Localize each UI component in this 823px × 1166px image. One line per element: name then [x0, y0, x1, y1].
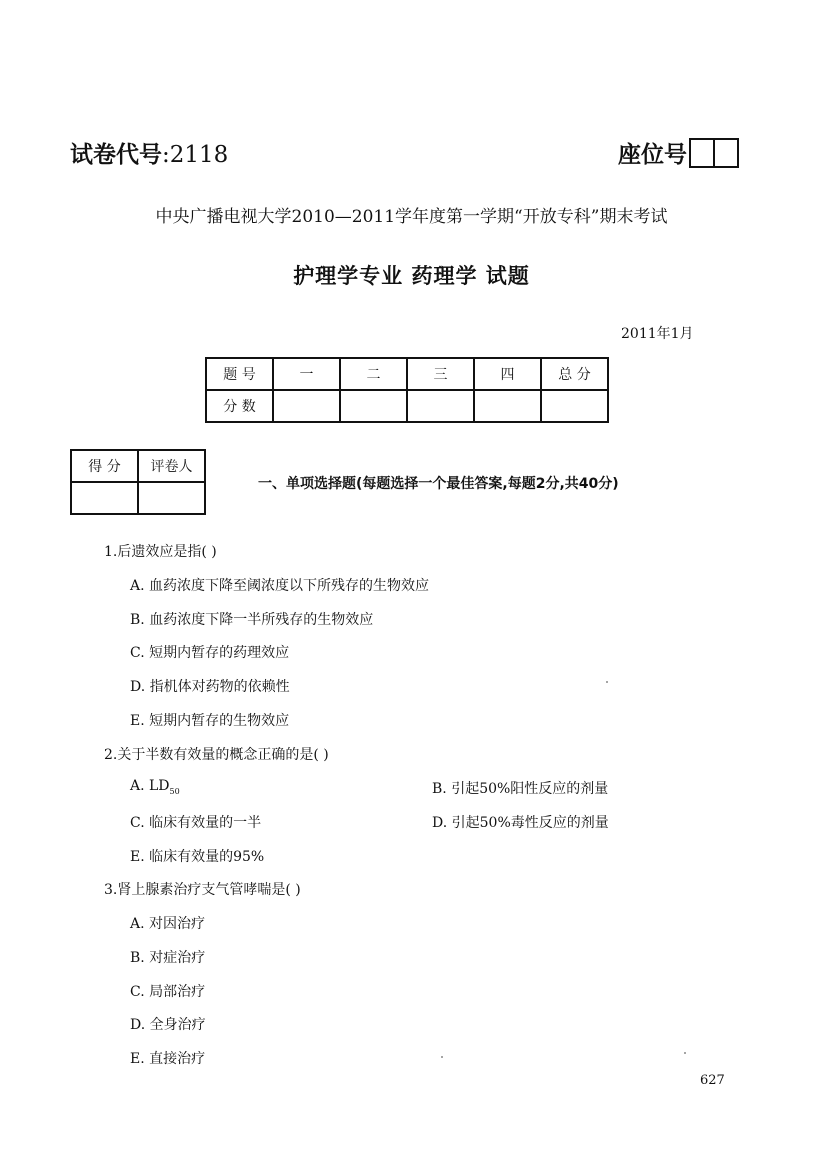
option-item: C. 短期内暂存的药理效应 [130, 645, 290, 661]
table-cell: 三 [407, 358, 474, 390]
scan-speck [684, 1052, 686, 1054]
paper-code-value: :2118 [162, 142, 229, 168]
seat-number [618, 136, 739, 169]
section-heading: 一、单项选择题(每题选择一个最佳答案,每题2分,共40分) [258, 476, 619, 492]
option-item: A. 血药浓度下降至阈浓度以下所残存的生物效应 [130, 578, 430, 594]
page-number: 627 [700, 1073, 725, 1088]
option-item: B. 对症治疗 [130, 950, 206, 966]
option-item: D. 指机体对药物的依赖性 [130, 679, 290, 695]
question-stem: 2.关于半数有效量的概念正确的是( ) [104, 747, 329, 763]
option-item [130, 778, 180, 796]
score-input-cell[interactable] [71, 482, 138, 514]
paper-code-label: 试卷代号 [70, 142, 162, 168]
table-cell: 题 号 [206, 358, 273, 390]
table-cell: 四 [474, 358, 541, 390]
option-item: B. 引起50%阳性反应的剂量 [432, 781, 609, 797]
exam-date: 2011年1月 [621, 326, 694, 342]
score-input-cell[interactable] [541, 390, 608, 422]
score-input-cell[interactable] [340, 390, 407, 422]
table-row [206, 358, 608, 390]
option-item: C. 临床有效量的一半 [130, 815, 262, 831]
score-table [205, 357, 609, 423]
seat-box [713, 138, 739, 168]
option-item: B. 血药浓度下降一半所残存的生物效应 [130, 612, 374, 628]
scan-speck [441, 1056, 443, 1058]
option-item: C. 局部治疗 [130, 984, 206, 1000]
table-row [71, 482, 205, 514]
option-item: A. 对因治疗 [130, 916, 206, 932]
grader-table [70, 449, 206, 515]
option-subscript: 50 [169, 786, 180, 796]
score-input-cell[interactable] [407, 390, 474, 422]
table-row [71, 450, 205, 482]
option-item: E. 短期内暂存的生物效应 [130, 713, 290, 729]
subject-title-text: 护理学专业 药理学 试题 [293, 264, 530, 288]
option-item: E. 临床有效量的95% [130, 849, 265, 865]
option-item: E. 直接治疗 [130, 1051, 206, 1067]
seat-box [689, 138, 715, 168]
table-cell: 一 [273, 358, 340, 390]
question-stem: 3.肾上腺素治疗支气管哮喘是( ) [104, 882, 301, 898]
score-input-cell[interactable] [273, 390, 340, 422]
grader-input-cell[interactable] [138, 482, 205, 514]
table-cell: 总 分 [541, 358, 608, 390]
exam-title: 中央广播电视大学2010—2011学年度第一学期“开放专科”期末考试 [155, 207, 668, 227]
score-input-cell[interactable] [474, 390, 541, 422]
option-text: A. LD [130, 778, 170, 794]
seat-number-label: 座位号 [618, 142, 687, 168]
paper-code [70, 136, 228, 169]
table-row [206, 390, 608, 422]
option-item: D. 引起50%毒性反应的剂量 [432, 815, 609, 831]
scan-speck [606, 681, 608, 683]
table-cell: 评卷人 [138, 450, 205, 482]
table-cell: 得 分 [71, 450, 138, 482]
question-stem: 1.后遗效应是指( ) [104, 544, 217, 560]
option-item: D. 全身治疗 [130, 1017, 206, 1033]
table-cell: 分 数 [206, 390, 273, 422]
subject-title [0, 260, 823, 290]
table-cell: 二 [340, 358, 407, 390]
